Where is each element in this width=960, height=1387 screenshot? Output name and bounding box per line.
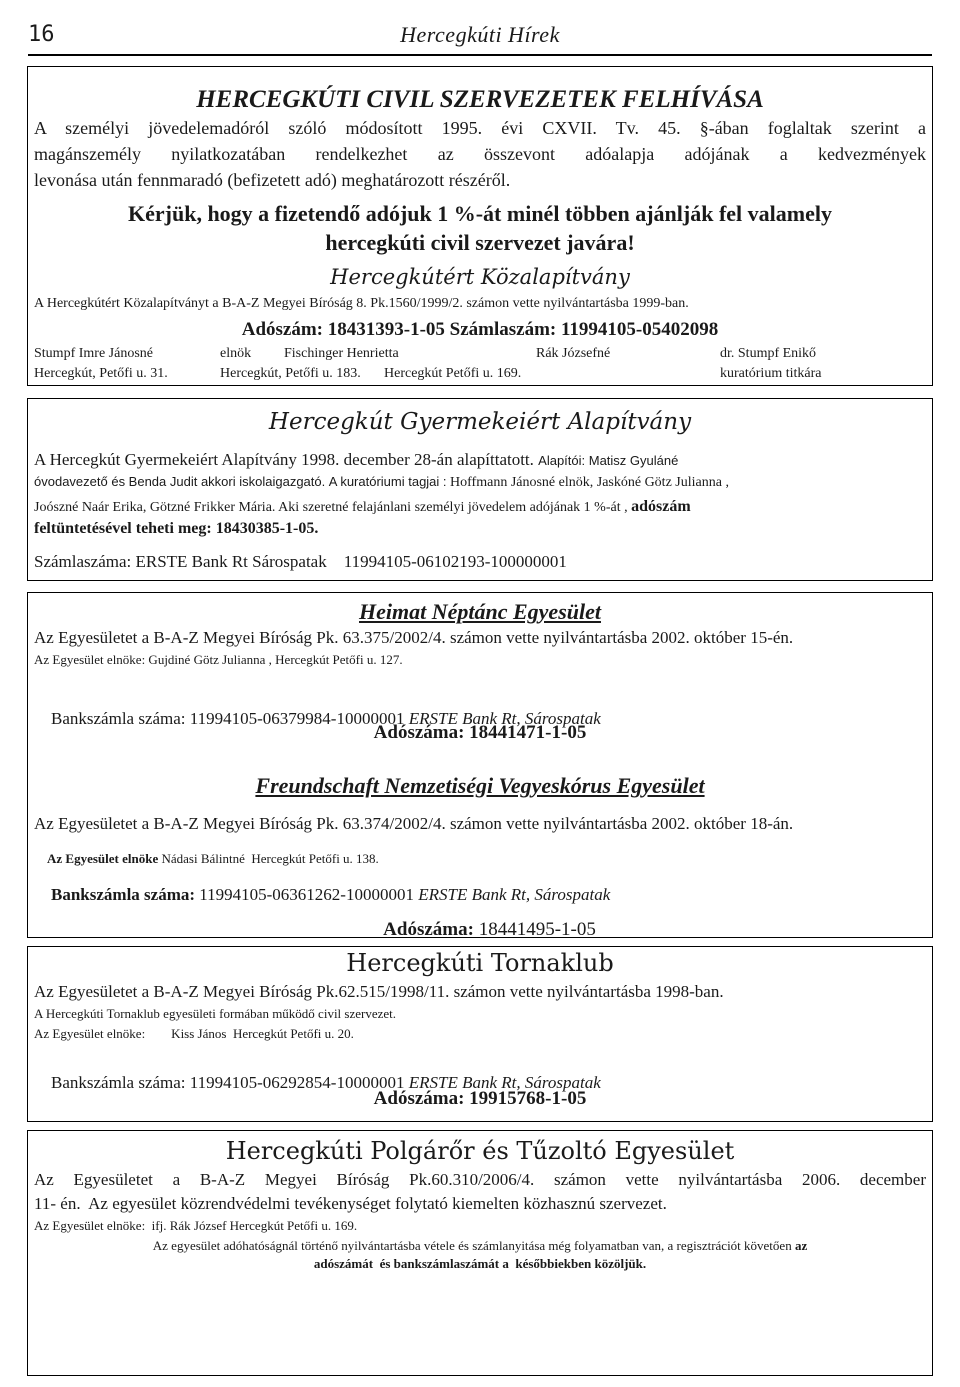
intro-title: HERCEGKÚTI CIVIL SZERVEZETEK FELHÍVÁSA (196, 86, 764, 113)
officer-address: Hercegkút, Petőfi u. 183. (220, 366, 361, 381)
gyermekeiert-offer-text: Joószné Naár Erika, Götzné Frikker Mária. Aki szeretné felajánlani személyi jövedelem adójának 1 %-át , (34, 500, 628, 515)
gyermekeiert-line1 (34, 451, 678, 468)
tornaklub-bank-number: Bankszámla száma: 11994105-06292854-10000001 (51, 1073, 409, 1092)
appeal-line2: hercegkúti civil szervezet javára! (325, 230, 635, 255)
freundschaft-president-value: Nádasi Bálintné Hercegkút Petőfi u. 138. (158, 851, 379, 866)
gyermekeiert-founded: A Hercegkút Gyermekeiért Alapítvány 1998. december 28-án alapíttatott. (34, 450, 534, 469)
gyermekeiert-board-members: Hoffmann Jánosné elnök, Jaskóné Götz Julianna , (450, 475, 729, 490)
heimat-bank-name: ERSTE Bank Rt, Sárospatak (408, 709, 601, 728)
section-polgarorok (27, 1130, 933, 1376)
intro-text-line2: magánszemély nyilatkozatában rendelkezhet az összevont adóalapja adójának a kedvezmények (34, 144, 926, 164)
heimat-bank-number: Bankszámla száma: 11994105-06379984-10000001 (51, 709, 409, 728)
gyermekeiert-tax-number: feltüntetésével teheti meg: 18430385-1-05. (34, 520, 319, 537)
freundschaft-bank-label: Bankszámla száma: (51, 885, 196, 904)
tornaklub-president: Az Egyesület elnöke: Kiss János Hercegkút Petőfi u. 20. (34, 1026, 354, 1041)
polgarorok-president: Az Egyesület elnöke: ifj. Rák József Hercegkút Petőfi u. 169. (34, 1218, 358, 1233)
officer-name: Rák Józsefné (536, 346, 611, 361)
gyermekeiert-account: Számlaszáma: ERSTE Bank Rt Sárospatak 11994105-06102193-100000001 (34, 552, 567, 571)
polgarorok-registration: Az Egyesületet a B-A-Z Megyei Bíróság Pk.60.310/2006/4. számon vette nyilvántartásba 2006. december (34, 1170, 926, 1189)
heimat-registration: Az Egyesületet a B-A-Z Megyei Bíróság Pk. 63.375/2002/4. számon vette nyilvántartásba 2002. október 15-én. (34, 628, 794, 647)
freundschaft-tax-label: Adószáma: (383, 919, 474, 940)
heimat-tax: Adószáma: 18441471-1-05 (373, 722, 587, 743)
freundschaft-tax-value: 18441495-1-05 (473, 919, 596, 940)
polgarorok-status: 11- én. Az egyesület közrendvédelmi tevékenységet folytató kiemelten közhasznú szervezet. (34, 1194, 667, 1213)
section-tornaklub (27, 946, 933, 1122)
officer-address: Hercegkút Petőfi u. 169. (384, 366, 522, 381)
gyermekeiert-tax-label: adószám (631, 498, 691, 515)
officer-name: Fischinger Henrietta (284, 346, 399, 361)
tornaklub-form: A Hercegkúti Tornaklub egyesületi formában működő civil szervezet. (34, 1006, 397, 1021)
page-number: 16 (28, 22, 55, 47)
polgarorok-notice-text: Az egyesület adóhatóságnál történő nyilvántartásba vétele és számlanyitása még folyamatban van, a regisztrációt követően (152, 1238, 792, 1253)
gyermekeiert-founders-cont: óvodavezető és Benda Judit akkori iskolaigazgató. (34, 474, 326, 489)
kozalapitvany-tax-account: Adószám: 18431393-1-05 Számlaszám: 11994105-05402098 (241, 319, 719, 340)
section-heimat-freundschaft (27, 592, 933, 938)
polgarorok-title: Hercegkúti Polgárőr és Tűzoltó Egyesület (225, 1137, 735, 1165)
polgarorok-notice-bold: az (794, 1238, 808, 1253)
gyermekeiert-board-label: A kuratóriumi tagjai : (328, 474, 447, 489)
page-header (28, 10, 932, 56)
kozalapitvany-title: Hercegkútért Közalapítvány (330, 265, 630, 289)
appeal-line1: Kérjük, hogy a fizetendő adójuk 1 %-át minél többen ajánlják fel valamely (128, 201, 832, 226)
polgarorok-notice-line1 (28, 1239, 932, 1252)
tornaklub-title: Hercegkúti Tornaklub (346, 949, 614, 977)
intro-text-line1: A személyi jövedelemadóról szóló módosított 1995. évi CXVII. Tv. 45. §-ában foglaltak szerint a (34, 118, 926, 138)
officer-role: elnök (220, 346, 252, 361)
freundschaft-bank-name: ERSTE Bank Rt, Sárospatak (418, 885, 611, 904)
gyermekeiert-line3 (34, 499, 691, 515)
tornaklub-tax: Adószáma: 19915768-1-05 (373, 1088, 587, 1109)
gyermekeiert-founders: Alapítói: Matisz Gyuláné (538, 453, 679, 468)
intro-text-line3: levonása után fennmaradó (befizetett adó) meghatározott részéről. (34, 170, 511, 190)
freundschaft-registration: Az Egyesületet a B-A-Z Megyei Bíróság Pk. 63.374/2002/4. számon vette nyilvántartásba 2002. október 18-án. (34, 814, 794, 833)
officer-address: Hercegkút, Petőfi u. 31. (34, 366, 168, 381)
officer-name: dr. Stumpf Enikő (720, 346, 817, 361)
freundschaft-bank-number: 11994105-06361262-10000001 (195, 885, 419, 904)
heimat-president: Az Egyesület elnöke: Gujdiné Götz Julianna , Hercegkút Petőfi u. 127. (34, 652, 403, 667)
polgarorok-notice-line2: adószámát és bankszámlaszámát a későbbiekben közöljük. (313, 1256, 647, 1271)
tornaklub-registration: Az Egyesületet a B-A-Z Megyei Bíróság Pk.62.515/1998/11. számon vette nyilvántartásba 1998-ban. (34, 982, 724, 1001)
heimat-title: Heimat Néptánc Egyesület (359, 599, 601, 624)
tornaklub-bank-name: ERSTE Bank Rt, Sárospatak (408, 1073, 601, 1092)
gyermekeiert-line2 (34, 475, 729, 490)
section-gyermekeiert (27, 398, 933, 581)
officer-address: kuratórium titkára (720, 366, 822, 381)
kozalapitvany-registration: A Hercegkútért Közalapítványt a B-A-Z Megyei Bíróság 8. Pk.1560/1999/2. számon vette nyilvántartásba 1999-ban. (34, 296, 689, 311)
gyermekeiert-title: Hercegkút Gyermekeiért Alapítvány (268, 409, 692, 435)
newsletter-title: Hercegkúti Hírek (400, 22, 560, 47)
freundschaft-title: Freundschaft Nemzetiségi Vegyeskórus Egyesület (255, 773, 705, 798)
section-intro-kozalapitvany (27, 66, 933, 386)
freundschaft-president-label: Az Egyesület elnöke (47, 851, 159, 866)
officer-name: Stumpf Imre Jánosné (34, 346, 153, 361)
